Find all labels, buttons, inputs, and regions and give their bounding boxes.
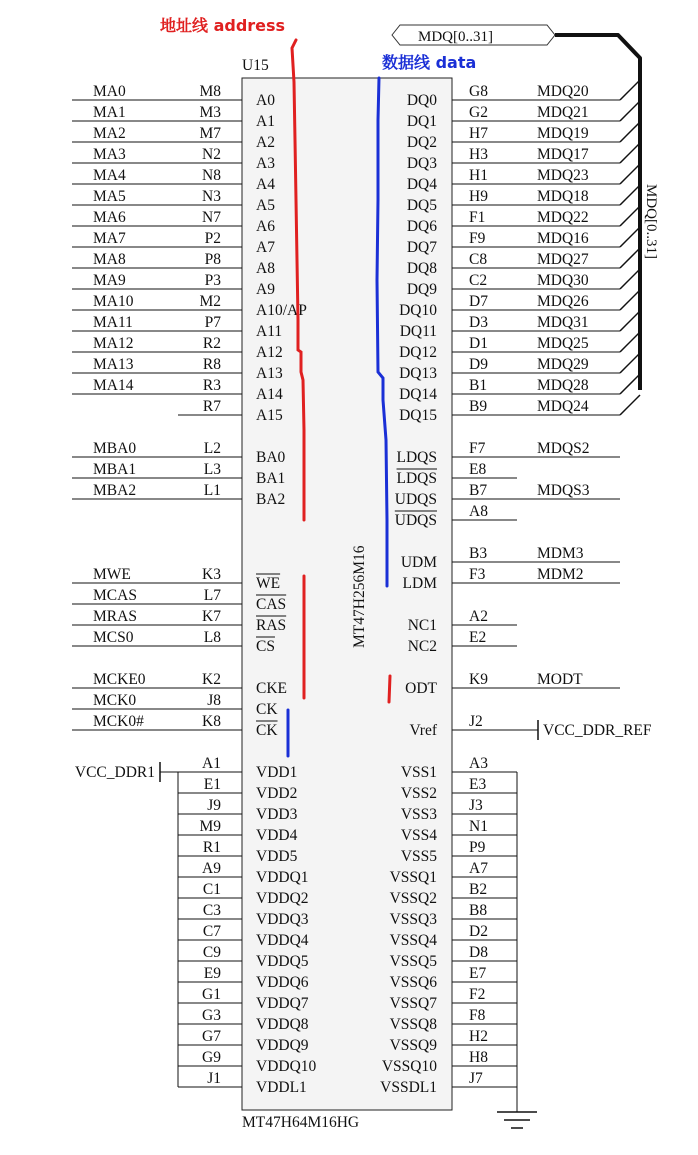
- pin-number-right: F1: [469, 209, 486, 226]
- pin-number-left: L3: [203, 461, 221, 478]
- power-pin-name: VDDL1: [256, 1079, 307, 1096]
- net-label-right: MDQ31: [537, 314, 589, 331]
- power-pin-name: VDD1: [256, 764, 298, 781]
- left-pin-group: [72, 83, 307, 739]
- pin-number-right: D3: [469, 314, 488, 331]
- pin-name-left: A11: [256, 323, 283, 340]
- net-label-left: MBA0: [93, 440, 137, 457]
- pin-name-left: CK: [256, 722, 278, 739]
- net-label-right: MDQ17: [537, 146, 589, 163]
- pin-number-right: B1: [469, 377, 488, 394]
- net-label-right: MDQ20: [537, 83, 589, 100]
- net-label-right: MDQS3: [537, 482, 590, 499]
- pin-name-right: NC2: [407, 638, 437, 655]
- pin-name-right: DQ3: [406, 155, 437, 172]
- pin-name-left: BA0: [256, 449, 286, 466]
- net-label-left: MBA1: [93, 461, 137, 478]
- bus-entry: [620, 122, 640, 142]
- net-label-right: MDQ21: [537, 104, 589, 121]
- pin-number-right: A8: [469, 503, 488, 520]
- pin-number-right: G8: [469, 83, 488, 100]
- address-annotation: 地址线 address: [160, 16, 286, 35]
- net-label-left: MCS0: [93, 629, 134, 646]
- bus-entry: [620, 227, 640, 247]
- pin-name-right: Vref: [409, 722, 437, 739]
- chip-part-label-bottom: MT47H64M16HG: [242, 1114, 360, 1131]
- pin-name-right: UDQS: [394, 512, 437, 529]
- pin-number-right: H7: [469, 125, 488, 142]
- pin-number-right: K9: [469, 671, 488, 688]
- pin-name-right: UDQS: [394, 491, 437, 508]
- ground-pin-number: J3: [469, 797, 483, 814]
- pin-name-left: A3: [256, 155, 275, 172]
- net-label-right: MDQ30: [537, 272, 589, 289]
- power-pin-name: VDDQ2: [256, 890, 309, 907]
- net-label-left: MA13: [93, 356, 134, 373]
- bus-entry: [620, 143, 640, 163]
- ground-pin-name: VSS3: [400, 806, 437, 823]
- power-pin-number: C9: [202, 944, 221, 961]
- net-label-right: MODT: [537, 671, 583, 688]
- bus-entry: [620, 332, 640, 352]
- pin-number-left: L1: [203, 482, 221, 499]
- net-label-left: MA5: [93, 188, 126, 205]
- ground-pin-number: E3: [469, 776, 487, 793]
- net-label-right: MDQ23: [537, 167, 589, 184]
- pin-number-left: R2: [202, 335, 221, 352]
- pin-number-right: C8: [469, 251, 488, 268]
- pin-name-right: DQ4: [406, 176, 437, 193]
- pin-number-left: J8: [207, 692, 221, 709]
- pin-number-left: N8: [202, 167, 221, 184]
- pin-number-right: C2: [469, 272, 488, 289]
- bus-port-label: MDQ[0..31]: [418, 29, 493, 45]
- pin-name-left: WE: [256, 575, 281, 592]
- pin-number-right: H9: [469, 188, 488, 205]
- ground-pin-number: A7: [469, 860, 488, 877]
- pin-name-right: ODT: [405, 680, 437, 697]
- pin-number-left: L8: [203, 629, 221, 646]
- bus-entry: [620, 206, 640, 226]
- pin-number-right: B7: [469, 482, 488, 499]
- pin-name-left: CKE: [256, 680, 287, 697]
- net-label-right: MDQ16: [537, 230, 589, 247]
- net-label-left: MA7: [93, 230, 126, 247]
- pin-name-left: A8: [256, 260, 275, 277]
- pin-name-left: A14: [256, 386, 283, 403]
- ground-pin-name: VSSQ2: [389, 890, 437, 907]
- ground-pin-name: VSSQ1: [389, 869, 437, 886]
- ground-pin-name: VSSQ10: [381, 1058, 437, 1075]
- pin-number-left: P7: [204, 314, 221, 331]
- bus-entry: [620, 185, 640, 205]
- data-annotation: 数据线 data: [382, 53, 477, 72]
- pin-number-left: M7: [199, 125, 221, 142]
- net-label-right: MDQ18: [537, 188, 589, 205]
- pin-number-right: J2: [469, 713, 483, 730]
- net-label-right: MDQ29: [537, 356, 589, 373]
- power-pin-name: VDDQ6: [256, 974, 309, 991]
- pin-name-right: DQ13: [399, 365, 437, 382]
- net-label-left: MCK0#: [93, 713, 144, 730]
- pin-name-right: DQ6: [406, 218, 437, 235]
- power-pin-number: A1: [202, 755, 221, 772]
- pin-number-left: L7: [203, 587, 221, 604]
- net-label-right: MDQ19: [537, 125, 589, 142]
- bus-entry: [620, 311, 640, 331]
- pin-name-left: A12: [256, 344, 283, 361]
- power-pin-name: VDDQ1: [256, 869, 309, 886]
- ground-pin-number: H2: [469, 1028, 488, 1045]
- odt-highlight-line: [389, 676, 390, 702]
- ground-pin-number: J7: [469, 1070, 483, 1087]
- pin-name-left: A9: [256, 281, 275, 298]
- pin-name-right: DQ14: [399, 386, 437, 403]
- power-pin-number: G1: [202, 986, 221, 1003]
- ground-pin-name: VSSQ3: [389, 911, 437, 928]
- bus-entry: [620, 290, 640, 310]
- pin-number-left: K7: [202, 608, 221, 625]
- pin-name-right: DQ15: [399, 407, 437, 424]
- pin-name-left: A6: [256, 218, 275, 235]
- bus-entry: [620, 353, 640, 373]
- pin-name-left: A7: [256, 239, 275, 256]
- ground-pin-name: VSSQ5: [389, 953, 437, 970]
- net-label-left: MCK0: [93, 692, 137, 709]
- pin-number-left: M2: [199, 293, 221, 310]
- ground-pin-number: D8: [469, 944, 488, 961]
- net-label-left: MA14: [93, 377, 134, 394]
- pin-name-left: CS: [256, 638, 275, 655]
- power-pin-number: E1: [203, 776, 221, 793]
- net-label-right: MDQ22: [537, 209, 589, 226]
- power-pin-number: M9: [199, 818, 221, 835]
- pin-name-left: BA2: [256, 491, 286, 508]
- power-pin-number: E9: [203, 965, 221, 982]
- net-label-right: MDM3: [537, 545, 584, 562]
- pin-name-left: A2: [256, 134, 275, 151]
- ground-pin-name: VSSQ8: [389, 1016, 437, 1033]
- pin-number-left: R7: [202, 398, 221, 415]
- pin-number-left: N2: [202, 146, 221, 163]
- power-pin-name: VDDQ9: [256, 1037, 309, 1054]
- pin-name-right: UDM: [400, 554, 437, 571]
- pin-name-left: CK: [256, 701, 278, 718]
- ground-pin-number: A3: [469, 755, 488, 772]
- ground-pin-name: VSS2: [400, 785, 437, 802]
- bus-entry: [620, 395, 640, 415]
- pin-name-left: RAS: [256, 617, 287, 634]
- pin-name-left: BA1: [256, 470, 286, 487]
- pin-number-left: N7: [202, 209, 221, 226]
- pin-name-left: A13: [256, 365, 283, 382]
- power-pin-number: G7: [202, 1028, 221, 1045]
- bus-vertical-label: MDQ[0..31]: [643, 184, 659, 259]
- power-pin-number: C1: [202, 881, 221, 898]
- net-label-left: MBA2: [93, 482, 137, 499]
- ground-pin-name: VSSQ4: [389, 932, 437, 949]
- net-label-left: MA11: [93, 314, 133, 331]
- ground-pin-name: VSS5: [400, 848, 437, 865]
- pin-name-left: A4: [256, 176, 275, 193]
- power-pin-number: A9: [202, 860, 221, 877]
- pin-number-right: F3: [469, 566, 486, 583]
- pin-name-left: A10/AP: [256, 302, 307, 319]
- pin-name-left: CAS: [256, 596, 287, 613]
- net-label-left: MA2: [93, 125, 126, 142]
- net-label-left: MA10: [93, 293, 134, 310]
- net-label-left: MCKE0: [93, 671, 146, 688]
- pin-number-left: P2: [204, 230, 221, 247]
- power-pin-name: VDDQ4: [256, 932, 309, 949]
- pin-number-right: H1: [469, 167, 488, 184]
- pin-number-left: P8: [204, 251, 221, 268]
- ground-pin-number: B8: [469, 902, 488, 919]
- pin-name-right: DQ7: [406, 239, 437, 256]
- ground-pin-name: VSSDL1: [380, 1079, 437, 1096]
- net-label-left: MA8: [93, 251, 126, 268]
- pin-number-right: F7: [469, 440, 486, 457]
- pin-number-right: H3: [469, 146, 488, 163]
- pin-number-left: R3: [202, 377, 221, 394]
- bus-entry: [620, 374, 640, 394]
- ground-pin-number: H8: [469, 1049, 488, 1066]
- power-pin-name: VDDQ10: [256, 1058, 317, 1075]
- ground-pin-name: VSSQ7: [389, 995, 437, 1012]
- net-label-right: MDQ26: [537, 293, 589, 310]
- power-pin-number: G3: [202, 1007, 221, 1024]
- power-net-label: VCC_DDR1: [74, 764, 155, 781]
- pin-number-right: D9: [469, 356, 488, 373]
- pin-name-right: NC1: [407, 617, 437, 634]
- pin-number-right: D1: [469, 335, 488, 352]
- ground-pin-number: F2: [469, 986, 486, 1003]
- pin-name-left: A15: [256, 407, 283, 424]
- power-pin-name: VDD4: [256, 827, 298, 844]
- power-pin-name: VDD3: [256, 806, 298, 823]
- pin-name-right: DQ12: [399, 344, 437, 361]
- power-pin-name: VDDQ8: [256, 1016, 309, 1033]
- pin-number-left: R8: [202, 356, 221, 373]
- net-label-right: MDQ24: [537, 398, 589, 415]
- pin-number-right: E2: [469, 629, 487, 646]
- power-pin-name: VDDQ3: [256, 911, 309, 928]
- pin-name-right: LDQS: [396, 449, 437, 466]
- net-label-right: MDQ27: [537, 251, 589, 268]
- pin-name-left: A5: [256, 197, 275, 214]
- net-label-right: MDQS2: [537, 440, 590, 457]
- power-pin-number: G9: [202, 1049, 221, 1066]
- bus-entry: [620, 101, 640, 121]
- pin-name-right: DQ11: [399, 323, 437, 340]
- pin-name-right: LDQS: [396, 470, 437, 487]
- power-pin-number: C3: [202, 902, 221, 919]
- power-pin-name: VDD2: [256, 785, 298, 802]
- ground-pin-group: [380, 755, 537, 1128]
- pin-number-left: P3: [204, 272, 221, 289]
- net-label-left: MA0: [93, 83, 126, 100]
- power-pin-group: [75, 755, 317, 1096]
- pin-name-right: DQ9: [406, 281, 437, 298]
- chip-part-label-vertical: MT47H256M16: [351, 545, 368, 648]
- ground-pin-number: F8: [469, 1007, 486, 1024]
- pin-name-left: A1: [256, 113, 275, 130]
- net-label-right: VCC_DDR_REF: [543, 722, 652, 739]
- chip-ref-label: U15: [242, 57, 269, 74]
- pin-number-right: A2: [469, 608, 488, 625]
- pin-number-right: D7: [469, 293, 488, 310]
- bus-entry: [620, 164, 640, 184]
- net-label-right: MDQ25: [537, 335, 589, 352]
- pin-number-left: L2: [203, 440, 221, 457]
- pin-number-left: M3: [199, 104, 221, 121]
- pin-number-right: F9: [469, 230, 486, 247]
- pin-number-right: B9: [469, 398, 488, 415]
- net-label-right: MDM2: [537, 566, 584, 583]
- net-label-left: MA1: [93, 104, 126, 121]
- pin-number-right: E8: [469, 461, 487, 478]
- bus-entry: [620, 269, 640, 289]
- ground-pin-number: B2: [469, 881, 488, 898]
- ground-pin-name: VSS1: [400, 764, 437, 781]
- pin-name-left: A0: [256, 92, 275, 109]
- pin-number-left: N3: [202, 188, 221, 205]
- ground-pin-number: N1: [469, 818, 488, 835]
- net-label-left: MRAS: [93, 608, 137, 625]
- power-pin-name: VDDQ5: [256, 953, 309, 970]
- pin-name-right: DQ10: [399, 302, 437, 319]
- power-pin-number: J1: [207, 1070, 221, 1087]
- power-pin-number: C7: [202, 923, 221, 940]
- pin-number-right: G2: [469, 104, 488, 121]
- ground-pin-name: VSS4: [400, 827, 437, 844]
- pin-name-right: LDM: [402, 575, 437, 592]
- power-pin-name: VDD5: [256, 848, 298, 865]
- ground-pin-number: D2: [469, 923, 488, 940]
- pin-number-left: K2: [202, 671, 221, 688]
- bus-entry: [620, 248, 640, 268]
- pin-name-right: DQ2: [406, 134, 437, 151]
- power-pin-number: R1: [202, 839, 221, 856]
- net-label-left: MA4: [93, 167, 126, 184]
- pin-name-right: DQ0: [406, 92, 437, 109]
- ground-pin-name: VSSQ9: [389, 1037, 437, 1054]
- net-label-left: MA12: [93, 335, 134, 352]
- right-pin-group: [395, 80, 652, 740]
- net-label-left: MA9: [93, 272, 126, 289]
- net-label-left: MA3: [93, 146, 126, 163]
- net-label-left: MCAS: [93, 587, 137, 604]
- bus-entry: [620, 80, 640, 100]
- pin-number-left: K8: [202, 713, 221, 730]
- pin-name-right: DQ5: [406, 197, 437, 214]
- pin-number-left: K3: [202, 566, 221, 583]
- ground-pin-name: VSSQ6: [389, 974, 437, 991]
- pin-name-right: DQ8: [406, 260, 437, 277]
- net-label-left: MA6: [93, 209, 126, 226]
- ground-pin-number: E7: [469, 965, 487, 982]
- pin-name-right: DQ1: [406, 113, 437, 130]
- net-label-left: MWE: [93, 566, 131, 583]
- power-pin-name: VDDQ7: [256, 995, 309, 1012]
- pin-number-right: B3: [469, 545, 488, 562]
- net-label-right: MDQ28: [537, 377, 589, 394]
- pin-number-left: M8: [199, 83, 221, 100]
- ground-pin-number: P9: [469, 839, 486, 856]
- power-pin-number: J9: [207, 797, 221, 814]
